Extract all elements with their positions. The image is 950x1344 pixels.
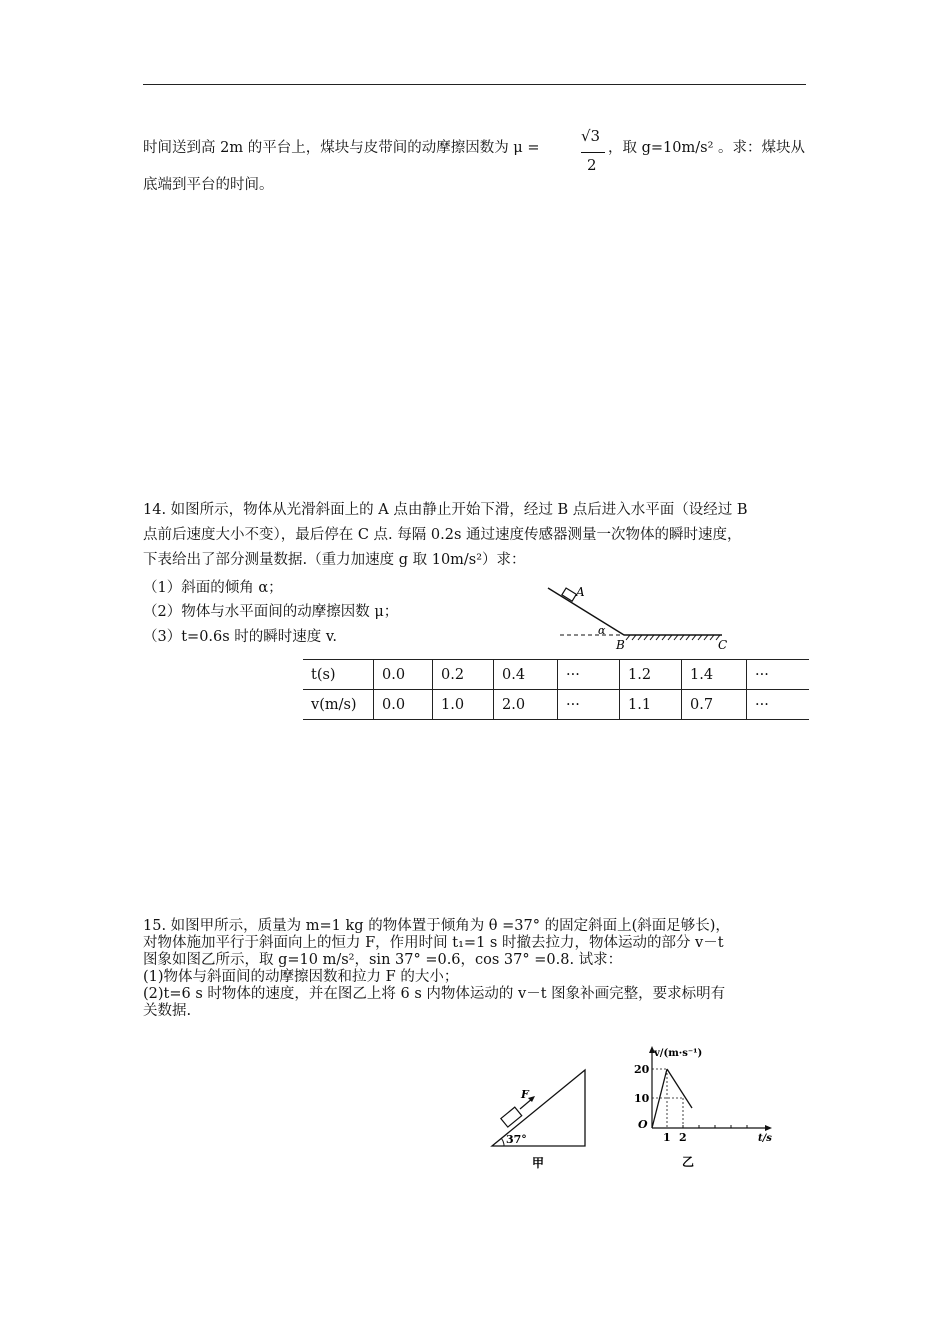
x-tick-2: 2 [679,1131,687,1144]
q13-line1-part2: ，取 g=10m/s² 。求：煤块从 [608,140,805,156]
figure-jia-incline [486,1062,596,1172]
x-tick-1: 1 [663,1131,671,1144]
table-cell: 0.0 [374,660,433,690]
x-axis-label: t/s [758,1133,772,1144]
alpha-label: α [598,624,606,637]
q15-line2: 对物体施加平行于斜面向上的恒力 F，作用时间 t₁=1 s 时撤去拉力，物体运动的部分 v－t [143,935,724,951]
y-tick-20: 20 [634,1063,650,1076]
header-rule [143,84,806,85]
q14-line1: 14. 如图所示，物体从光滑斜面上的 A 点由静止开始下滑，经过 B 点后进入水平面（设经过 B [143,502,748,518]
table-cell: ··· [747,660,810,690]
figure-jia-caption: 甲 [532,1156,545,1170]
q15-line6: 关数据. [143,1003,192,1019]
table-cell: ··· [558,660,620,690]
table-cell: 1.4 [682,660,747,690]
q15-line1: 15. 如图甲所示，质量为 m=1 kg 的物体置于倾角为 θ =37° 的固定斜面上(斜面足够长)， [143,918,730,934]
velocity-data-table [303,659,809,720]
y-tick-10: 10 [634,1092,650,1105]
table-cell: 1.2 [620,660,682,690]
origin-label: O [638,1118,648,1131]
ground-hatching [626,635,720,640]
q15-line4: (1)物体与斜面间的动摩擦因数和拉力 F 的大小； [143,969,459,985]
incline-line [548,588,624,635]
vt-rising-segment [652,1069,667,1128]
q13-line1-part1: 时间送到高 2m 的平台上，煤块与皮带间的动摩擦因数为 μ = [143,140,540,156]
force-label: F [521,1088,529,1101]
table-cell: v(m/s) [303,690,374,720]
table-cell: ··· [747,690,810,720]
mu-denominator: 2 [587,156,597,174]
table-cell: ··· [558,690,620,720]
angle-label: 37° [506,1133,527,1146]
fraction-bar [581,152,605,153]
q14-line3: 下表给出了部分测量数据.（重力加速度 g 取 10m/s²）求： [143,552,526,568]
q15-line5: (2)t=6 s 时物体的速度，并在图乙上将 6 s 内物体运动的 v－t 图象补画完整，要求标明有 [143,986,726,1002]
q14-subq1: （1）斜面的倾角 α； [143,580,283,596]
table-cell: 0.0 [374,690,433,720]
point-a-label: A [576,585,585,599]
q15-line3: 图象如图乙所示，取 g=10 m/s²，sin 37° =0.6，cos 37° =0.8. 试求： [143,952,623,968]
dashed-guides [652,1069,683,1128]
q14-subq2: （2）物体与水平面间的动摩擦因数 μ； [143,604,399,620]
q13-line2: 底端到平台的时间。 [143,177,274,193]
figure-yi-vt-graph [632,1040,782,1172]
table-cell: 1.1 [620,690,682,720]
point-c-label: C [718,638,728,652]
angle-arc [502,1139,505,1147]
table-cell: 0.4 [494,660,558,690]
vt-falling-segment [667,1069,692,1108]
mu-numerator: √3 [581,127,601,145]
table-cell: 0.2 [433,660,494,690]
table-cell: 2.0 [494,690,558,720]
table-cell: 1.0 [433,690,494,720]
table-row-velocity [303,690,809,720]
block-on-incline [562,588,576,601]
q14-line2: 点前后速度大小不变），最后停在 C 点. 每隔 0.2s 通过速度传感器测量一次物体的瞬时速度， [143,527,742,543]
table-row-time [303,660,809,690]
point-b-label: B [616,638,625,652]
x-axis-arrow [765,1125,772,1131]
figure-yi-caption: 乙 [682,1155,695,1169]
q14-subq3: （3）t=0.6s 时的瞬时速度 v. [143,629,338,645]
table-cell: 0.7 [682,690,747,720]
table-cell: t(s) [303,660,374,690]
y-axis-label: v/(m·s⁻¹) [654,1048,703,1059]
incline-figure-abc [540,578,740,654]
